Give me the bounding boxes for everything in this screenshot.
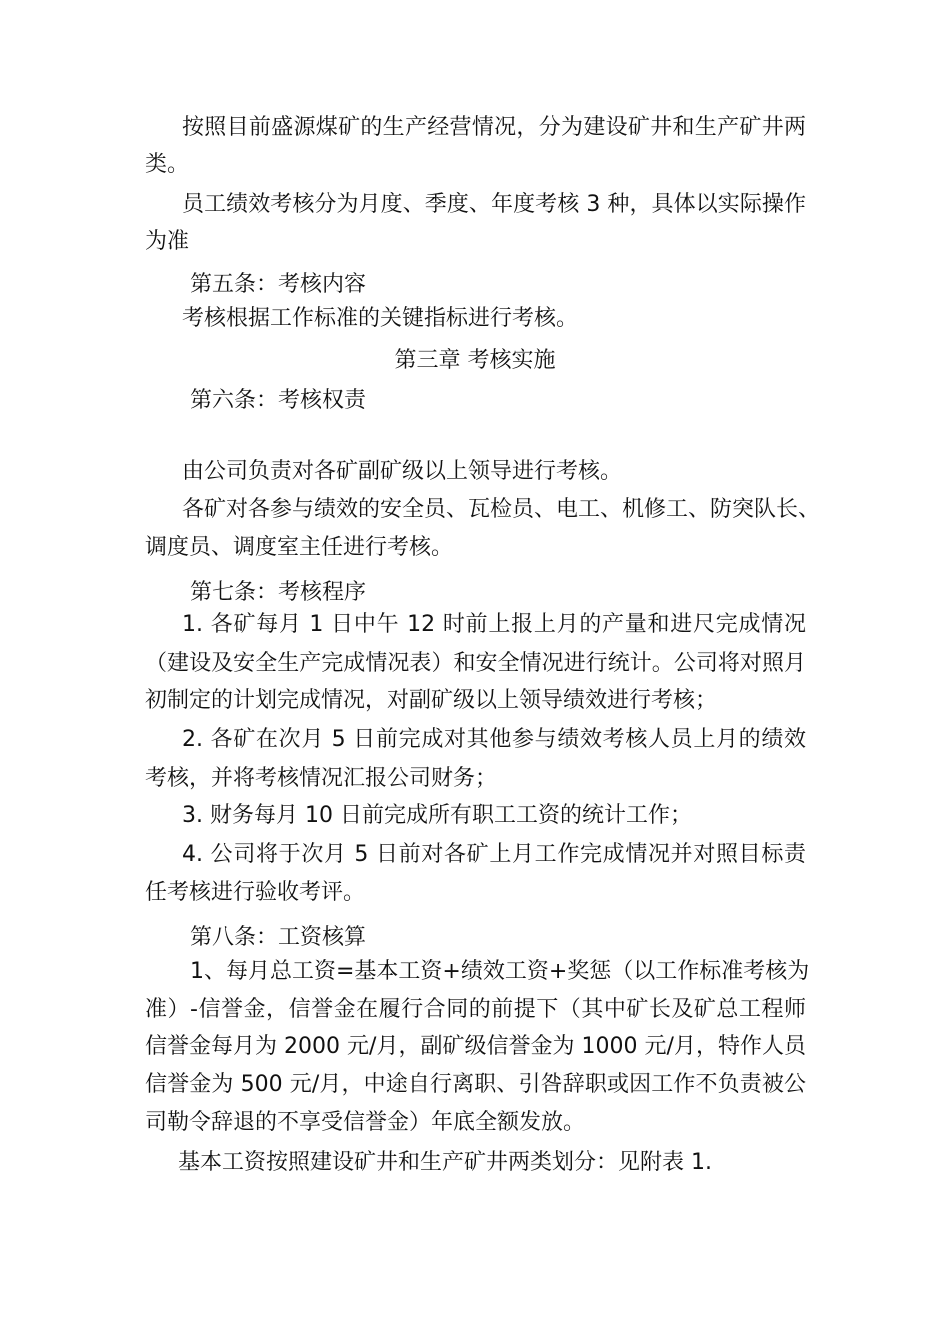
paragraph-line: 考核根据工作标准的关键指标进行考核。 (182, 306, 579, 331)
paragraph-line: 为准 (145, 229, 190, 254)
paragraph-line: 按照目前盛源煤矿的生产经营情况，分为建设矿井和生产矿井两 (182, 115, 806, 140)
article-heading: 第七条：考核程序 (190, 580, 367, 605)
article-heading: 第五条：考核内容 (190, 272, 367, 297)
list-item-line: 1. 各矿每月 1 日中午 12 时前上报上月的产量和进尺完成情况 (182, 612, 806, 637)
list-item-line: 司勒令辞退的不享受信誉金）年底全额发放。 (145, 1110, 586, 1135)
list-item-line: 4. 公司将于次月 5 日前对各矿上月工作完成情况并对照目标责 (182, 842, 806, 867)
list-item-line: 信誉金为 500 元/月，中途自行离职、引咎辞职或因工作不负责被公 (145, 1072, 806, 1097)
list-item-line: 1、每月总工资=基本工资+绩效工资+奖惩（以工作标准考核为 (190, 959, 810, 984)
paragraph-line: 调度员、调度室主任进行考核。 (145, 535, 454, 560)
paragraph-line: 基本工资按照建设矿井和生产矿井两类划分：见附表 1. (178, 1150, 712, 1175)
article-heading: 第六条：考核权责 (190, 388, 367, 413)
paragraph-line: 类。 (145, 152, 190, 177)
list-item-line: 任考核进行验收考评。 (145, 880, 366, 905)
list-item-line: 准）-信誉金，信誉金在履行合同的前提下（其中矿长及矿总工程师 (145, 997, 806, 1022)
paragraph-line: 员工绩效考核分为月度、季度、年度考核 3 种，具体以实际操作 (182, 192, 806, 217)
list-item-line: 初制定的计划完成情况，对副矿级以上领导绩效进行考核； (145, 688, 718, 713)
list-item-line: 2. 各矿在次月 5 日前完成对其他参与绩效考核人员上月的绩效 (182, 727, 806, 752)
article-heading: 第八条：工资核算 (190, 925, 367, 950)
list-item-line: （建设及安全生产完成情况表）和安全情况进行统计。公司将对照月 (145, 651, 806, 676)
list-item-line: 信誉金每月为 2000 元/月，副矿级信誉金为 1000 元/月，特作人员 (145, 1034, 806, 1059)
list-item-line: 3. 财务每月 10 日前完成所有职工工资的统计工作； (182, 803, 692, 828)
chapter-title: 第三章 考核实施 (394, 348, 556, 373)
paragraph-line: 各矿对各参与绩效的安全员、瓦检员、电工、机修工、防突队长、 (182, 497, 821, 522)
list-item-line: 考核，并将考核情况汇报公司财务； (145, 766, 498, 791)
paragraph-line: 由公司负责对各矿副矿级以上领导进行考核。 (182, 459, 623, 484)
